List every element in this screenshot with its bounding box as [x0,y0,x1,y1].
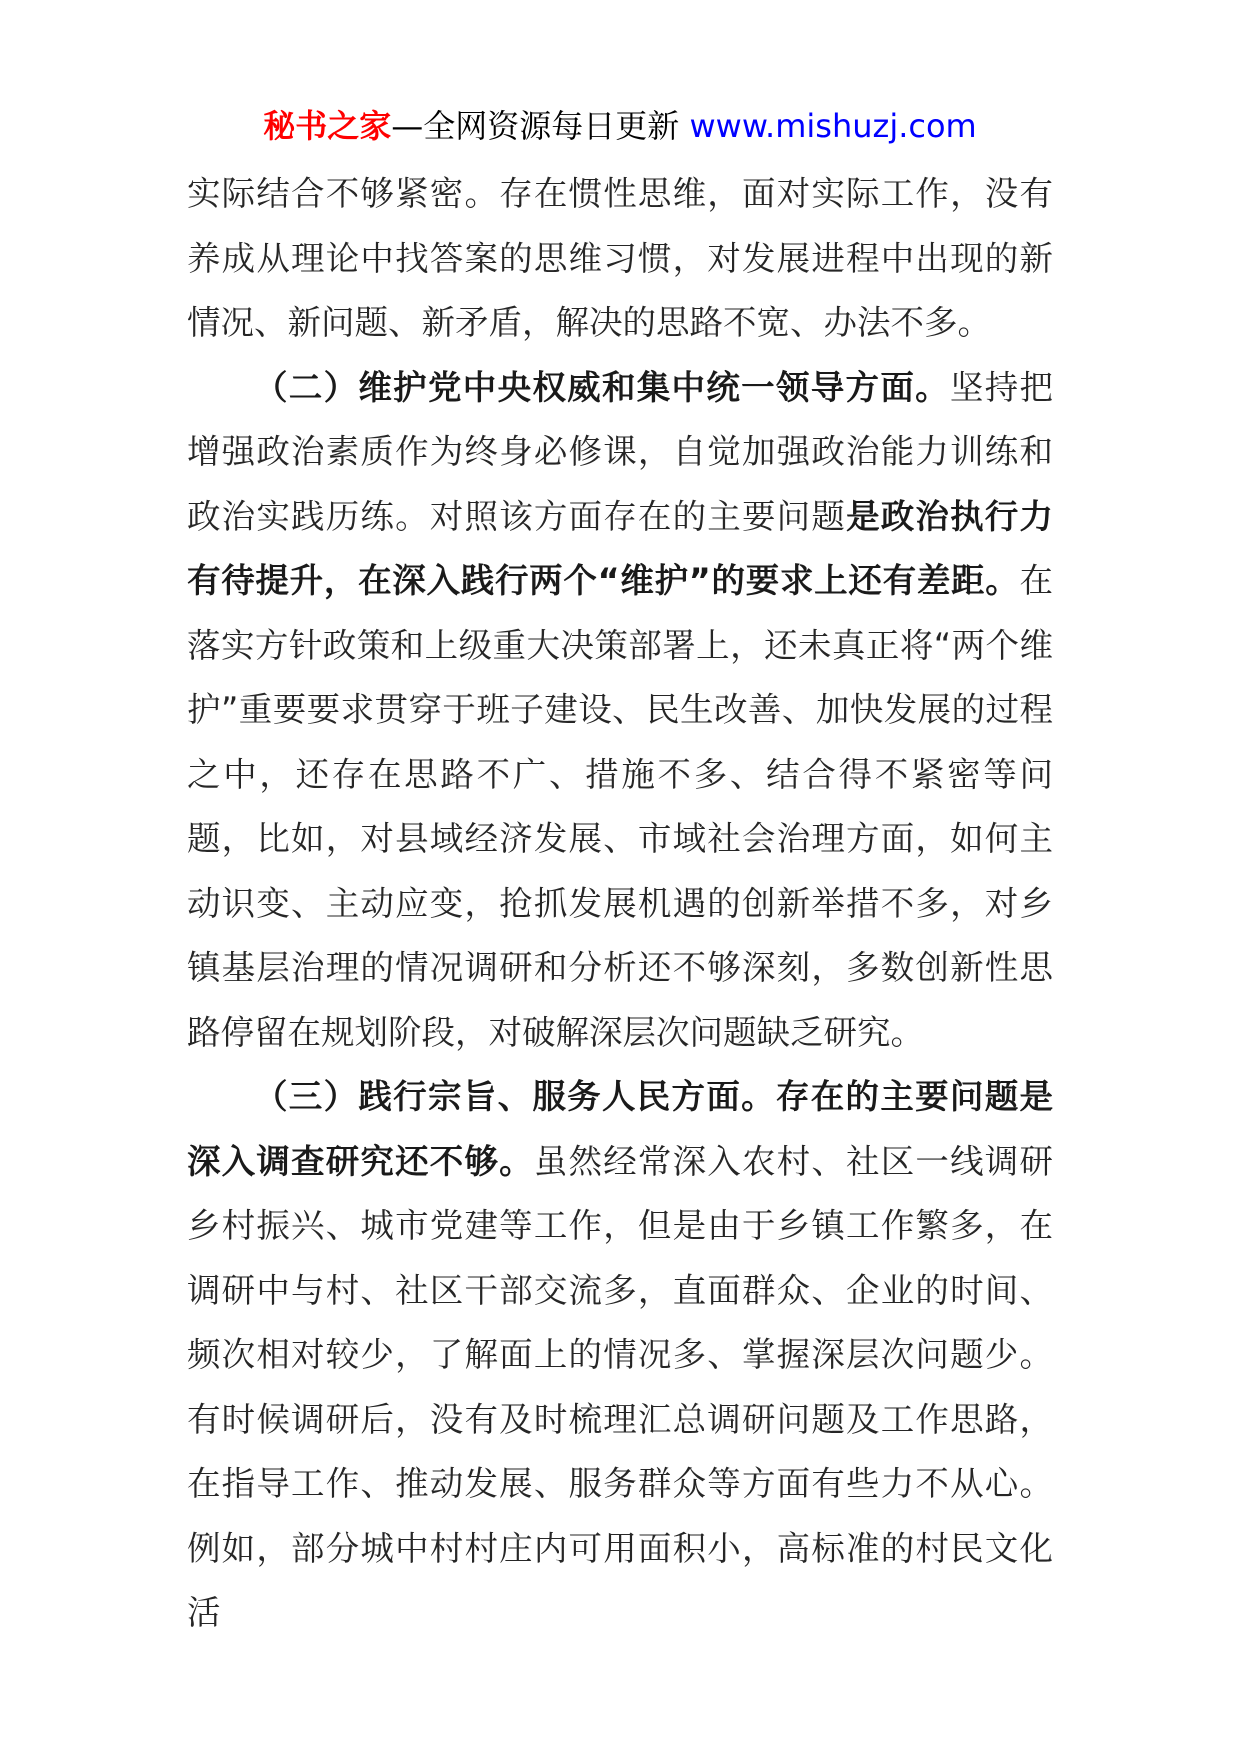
header-tagline: —全网资源每日更新 [391,107,690,145]
paragraph-text: 坚持把增强政治素质作为终身必修课，自觉加强政治能力训练和政治实践历练。对照该方面存在的主要问题 [187,367,1054,536]
page-header [0,104,1240,148]
header-url-link[interactable]: www.mishuzj.com [689,107,977,145]
document-body [187,162,1053,1646]
paragraph-section-2 [187,356,1053,1066]
paragraph-text: 在落实方针政策和上级重大决策部署上，还未真正将“两个维护”重要要求贯穿于班子建设、民生改善、加快发展的过程之中，还存在思路不广、措施不多、结合得不紧密等问题，比如，对县域经济发展、市域社会治理方面，如何主动识变、主动应变，抢抓发展机遇的创新举措不多，对乡镇基层治理的情况调研和分析还不够深刻，多数创新性思路停留在规划阶段，对破解深层次问题缺乏研究。 [187,561,1053,1052]
header-brand: 秘书之家 [263,107,392,145]
paragraph-text: 实际结合不够紧密。存在惯性思维，面对实际工作，没有养成从理论中找答案的思维习惯，对发展进程中出现的新情况、新问题、新矛盾，解决的思路不宽、办法不多。 [187,174,1053,342]
paragraph-continuation [187,162,1053,356]
section-heading: （二）维护党中央权威和集中统一领导方面。 [254,367,950,407]
paragraph-section-3 [187,1065,1053,1646]
paragraph-bold-text: 是政治执行力有待提升，在深入践行两个“维护”的要求上还有差距。 [187,496,1053,600]
paragraph-text: 虽然经常深入农村、社区一线调研乡村振兴、城市党建等工作，但是由于乡镇工作繁多，在调研中与村、社区干部交流多，直面群众、企业的时间、频次相对较少，了解面上的情况多、掌握深层次问题少。有时候调研后，没有及时梳理汇总调研问题及工作思路，在指导工作、推动发展、服务群众等方面有些力不从心。例如，部分城中村村庄内可用面积小，高标准的村民文化活 [187,1141,1053,1632]
section-heading: （三）践行宗旨、服务人民方面。存在的主要问题是深入调查研究还不够。 [187,1077,1053,1181]
